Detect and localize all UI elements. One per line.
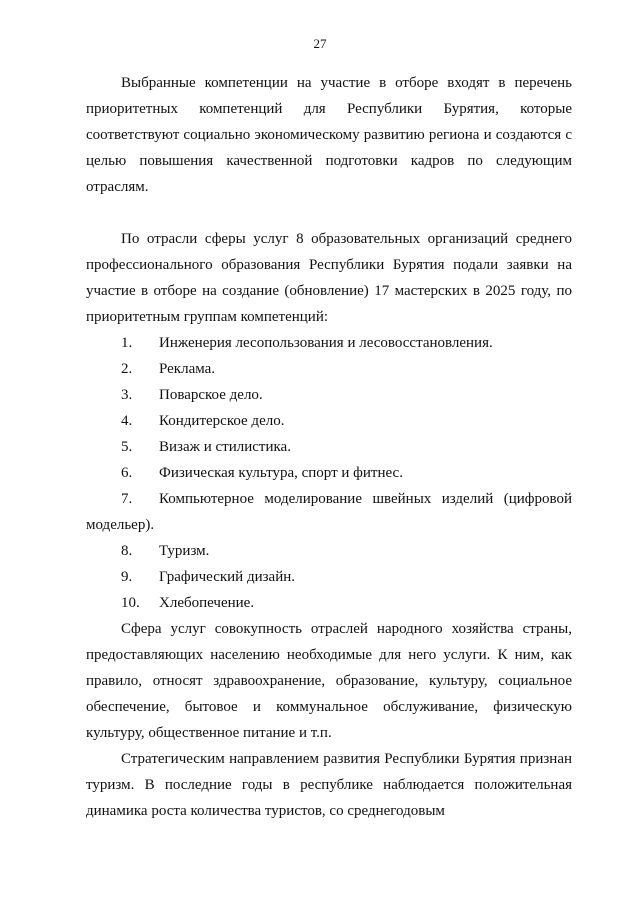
list-item-text: Инженерия лесопользования и лесовосстановления. xyxy=(159,335,493,351)
document-body xyxy=(86,70,572,824)
paragraph-service-definition: Сфера услуг совокупность отраслей народного хозяйства страны, предоставляющих населению необходимые для него услуги. К ним, как правило, относят здравоохранение, образование, культуру, социальное обеспечение, бытовое и коммунальное обслуживание, физическую культуру, общественное питание и т.п. xyxy=(86,621,572,741)
list-item-text: Хлебопечение. xyxy=(159,595,255,611)
list-item xyxy=(86,330,572,356)
list-item-number: 6. xyxy=(121,465,133,481)
list-item-number: 7. xyxy=(121,491,133,507)
paragraph-spacer xyxy=(86,200,572,226)
list-item-text: Поварское дело. xyxy=(159,387,263,403)
list-item-text: Визаж и стилистика. xyxy=(159,439,291,455)
list-item-number: 4. xyxy=(121,413,133,429)
list-item xyxy=(86,408,572,434)
list-item xyxy=(86,356,572,382)
list-item-text: Реклама. xyxy=(159,361,216,377)
paragraph-tourism: Стратегическим направлением развития Республики Бурятия признан туризм. В последние годы в республике наблюдается положительная динамика роста количества туристов, со среднегодовым xyxy=(86,751,572,819)
list-item-text: Кондитерское дело. xyxy=(159,413,285,429)
page-number: 27 xyxy=(313,36,327,51)
list-item-text: Физическая культура, спорт и фитнес. xyxy=(159,465,403,481)
list-item-number: 3. xyxy=(121,387,133,403)
paragraph-competencies-intro: Выбранные компетенции на участие в отборе входят в перечень приоритетных компетенций для Республики Бурятия, которые соответствуют социально экономическому развитию региона и создаются с целью повышения качественной подготовки кадров по следующим отраслям. xyxy=(86,75,572,195)
list-item-number: 2. xyxy=(121,361,133,377)
list-item-text: Туризм. xyxy=(159,543,210,559)
list-item-number: 10. xyxy=(121,595,140,611)
list-item-number: 9. xyxy=(121,569,133,585)
list-item xyxy=(86,434,572,460)
list-item xyxy=(86,460,572,486)
list-item xyxy=(86,538,572,564)
list-item xyxy=(86,486,572,538)
list-item-number: 5. xyxy=(121,439,133,455)
competency-list xyxy=(86,330,572,616)
list-item-number: 8. xyxy=(121,543,133,559)
list-item xyxy=(86,590,572,616)
paragraph-service-sector: По отрасли сферы услуг 8 образовательных организаций среднего профессионального образования Республики Бурятия подали заявки на участие в отборе на создание (обновление) 17 мастерских в 2025 году, по приоритетным группам компетенций: xyxy=(86,231,572,325)
list-item-text: Компьютерное моделирование швейных изделий (цифровой модельер). xyxy=(86,491,572,533)
list-item xyxy=(86,564,572,590)
list-item-number: 1. xyxy=(121,335,133,351)
list-item xyxy=(86,382,572,408)
list-item-text: Графический дизайн. xyxy=(159,569,296,585)
